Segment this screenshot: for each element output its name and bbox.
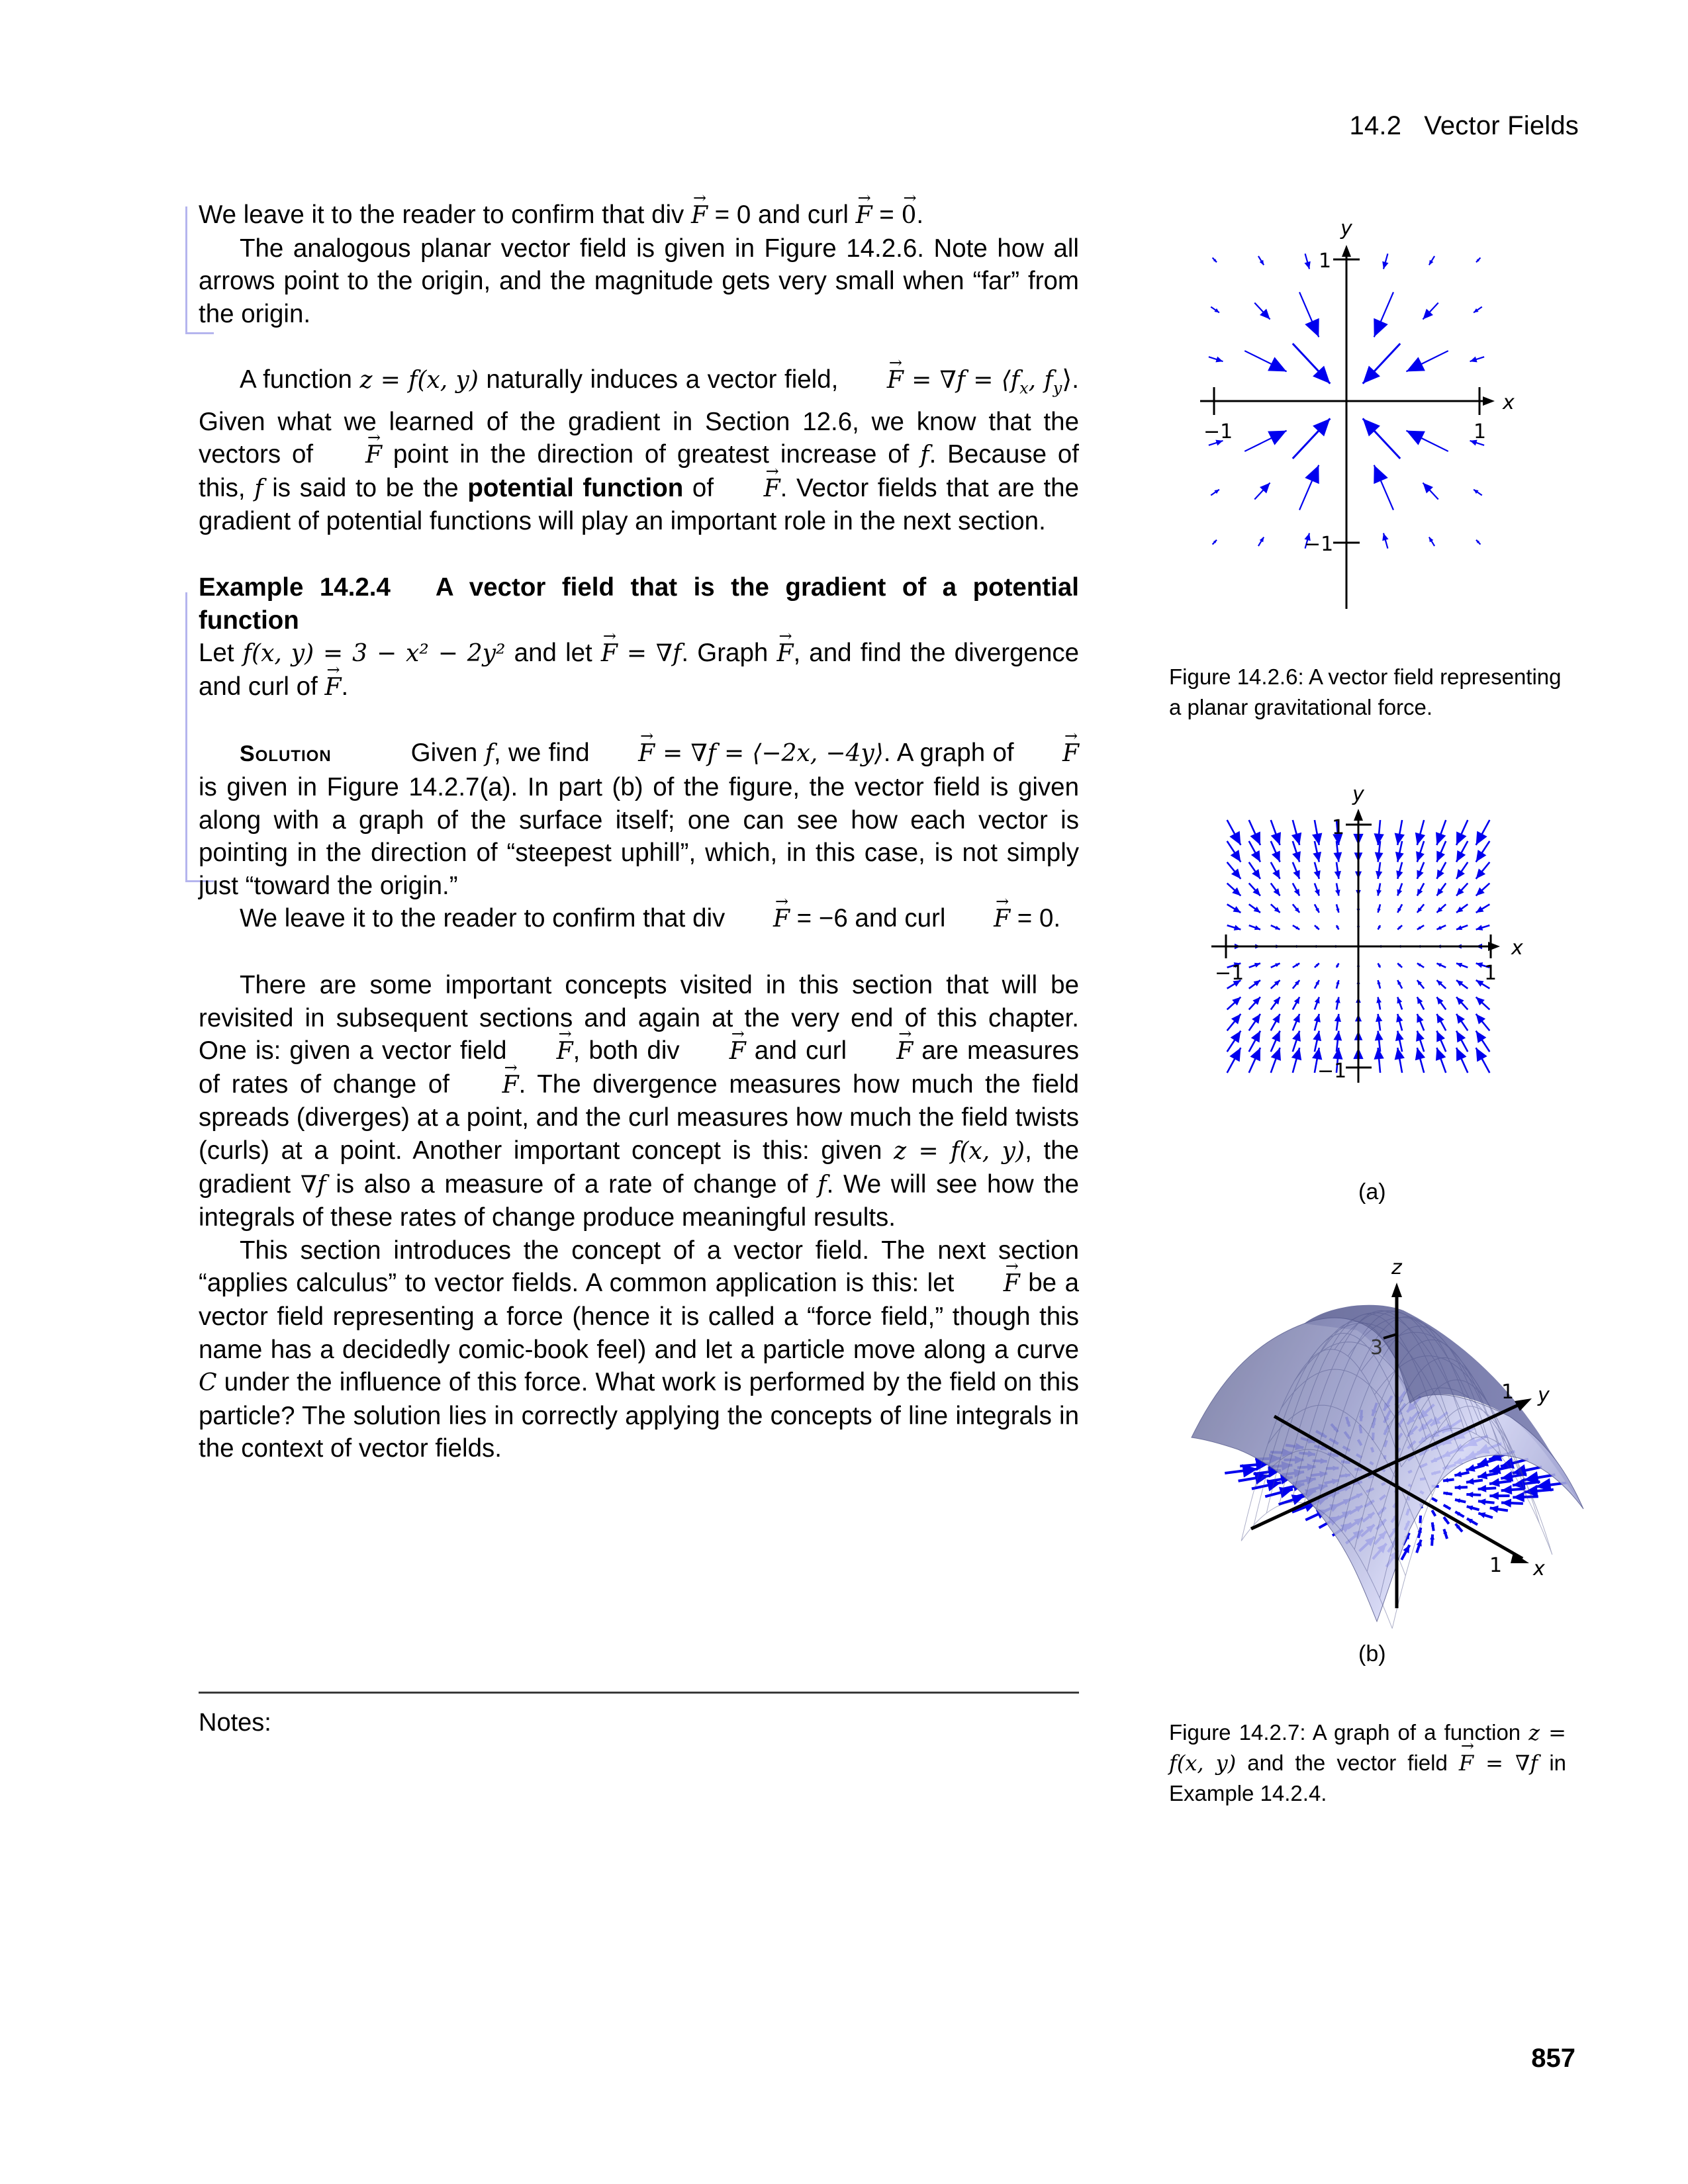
figure-14-2-7a-vector-field [1185, 781, 1595, 1191]
x-axis-label: x [1503, 391, 1515, 414]
field-arrow-head [1231, 1031, 1241, 1043]
field-arrow-head [1416, 1031, 1425, 1042]
paragraph-4: There are some important concepts visited in this section that will be revisited in subsequent sections and again at the very end of this chapter. One is: given a vector field → F, both div → F and curl → F are measures of rates of change of → F. The divergence measures how much the field spreads (diverges) at a point, and the curl measures how much the field twists (curls) at a point. Another important concept is this: given z = f(x, y), the gradient ∇f is also a measure of a rate of change of f. We will see how the integrals of these rates of change produce meaningful results. [199, 969, 1079, 1234]
field-arrow-head [1333, 1048, 1342, 1060]
figure-14-2-6-vector-field [1172, 212, 1595, 622]
vector-F: → F [691, 199, 708, 232]
vector-F: → F [688, 1035, 746, 1068]
vector-F: → F [953, 903, 1010, 936]
field-arrow-head [1476, 962, 1483, 968]
field-arrow-head [1456, 963, 1462, 968]
field-arrow-head [1416, 851, 1425, 862]
field-arrow-head [1455, 1485, 1461, 1490]
field-arrow-head [1476, 925, 1483, 930]
example-title: A vector field that is the gradient of a potential function [199, 573, 1079, 635]
field-arrow-head [1313, 1031, 1321, 1042]
x-tick-label-1: 1 [1474, 420, 1487, 443]
field-arrow-head [1456, 869, 1465, 879]
field-arrow-head [1466, 1492, 1473, 1498]
vector-F: → F [723, 473, 780, 506]
x-axis-label: x [1511, 936, 1523, 960]
x-tick-label-1: 1 [1484, 962, 1497, 985]
vector-F: → F [597, 737, 655, 770]
y-axis-label: y [1352, 783, 1364, 806]
figure-14-2-7a-label: (a) [1358, 1179, 1386, 1205]
paragraph-3: A function z = f(x, y) naturally induces a vector field, → $F = \nabla f = ⟨f_x$, $f_y⟩$. Given what we learned of the gradient in Section 12.6, we know that the vectors of → F point in the direction of greatest increase of f. Because of this, f is said to be the potential function of → F. Vector fields that are the gradient of potential functions will play an important role in the next section. [199, 363, 1079, 538]
running-head [1350, 111, 1579, 141]
field-arrow-head [1395, 833, 1405, 844]
field-arrow-head [1501, 1485, 1513, 1495]
solution-conclusion: We leave it to the reader to confirm that div → F = −6 and curl → F = 0. [199, 902, 1079, 936]
x-axis-label: x [1533, 1557, 1545, 1580]
field-arrow-head [1513, 1492, 1524, 1502]
paragraph-5: This section introduces the concept of a vector field. The next section “applies calculus” to vector fields. A common application is this: let → F be a vector field representing a force (hence it is called a “force field,” though this name has a decidedly comic-book feel) and let a particle move along a curve C under the influence of this force. What work is performed by the field on this particle? The solution lies in correctly applying the concepts of line integrals in the context of vector fields. [199, 1234, 1079, 1465]
figure-14-2-6-caption: Figure 14.2.6: A vector field representing a planar gravitational force. [1169, 664, 1562, 719]
paragraph-2: The analogous planar vector field is given in Figure 14.2.6. Note how all arrows point to the origin, and the magnitude gets very small when “far” from the origin. [199, 234, 1079, 328]
field-arrow-head [1252, 1014, 1260, 1024]
example-body: Let f(x, y) = 3 − x² − 2y² and let → F = ∇f. Graph → F, and find the divergence and curl of → F. [199, 637, 1079, 704]
field-arrow-head [1477, 1471, 1487, 1479]
field-arrow-head [1456, 925, 1462, 930]
field-arrow-head [1254, 963, 1260, 968]
field-arrow-head [1315, 997, 1320, 1004]
field-arrow-head [1215, 357, 1223, 363]
field-arrow-head [1477, 1457, 1489, 1467]
z-tick-label: 3 [1370, 1336, 1383, 1359]
field-arrow-head [1478, 1512, 1485, 1518]
field-arrow-head [1397, 889, 1402, 896]
vector-F: → F [461, 1069, 519, 1102]
z-axis-arrowhead-icon [1391, 1283, 1402, 1297]
main-text-column [199, 199, 1079, 1465]
y-axis-arrowhead-icon [1342, 245, 1351, 257]
field-arrow-head [1292, 851, 1301, 862]
field-arrow-head [1231, 850, 1241, 862]
field-arrow-head [1292, 1031, 1301, 1042]
vector-F: → F [1459, 1748, 1474, 1778]
x-axis-arrowhead-icon [1483, 396, 1495, 406]
field-arrow-head [1476, 850, 1487, 862]
field-arrow-head [1489, 1492, 1499, 1500]
y-tick-label-1: 1 [1319, 250, 1332, 273]
figure-14-2-7-caption: Figure 14.2.7: A graph of a function z = f(x, y) and the vector field → F = ∇f in Example 14.2.4. [1169, 1717, 1566, 1809]
notes-divider [199, 1692, 1079, 1694]
y-axis-label: y [1340, 217, 1352, 240]
vector-F: → F [732, 903, 790, 936]
field-arrow-head [1476, 1031, 1487, 1043]
figure-14-2-7b-label: (b) [1358, 1641, 1386, 1666]
y-axis-arrowhead-icon [1354, 809, 1363, 821]
y-axis-label: y [1538, 1384, 1550, 1407]
field-arrow-head [1430, 1535, 1434, 1540]
figure-14-2-7b-surface [1178, 1238, 1602, 1661]
y-tick-label-1: 1 [1332, 816, 1345, 839]
field-arrow-head [1470, 357, 1477, 363]
zero-vector: → 0 [902, 199, 917, 232]
y-tick-label-neg1: −1 [1304, 533, 1334, 556]
x-tick-label: 1 [1489, 1554, 1503, 1577]
field-arrow-head [1254, 925, 1260, 930]
example-label: Example 14.2.4 [199, 573, 391, 602]
field-arrow-head [1395, 852, 1404, 862]
vector-F: → F [324, 439, 382, 472]
section-number: 14.2 [1349, 111, 1402, 140]
section-title: Vector Fields [1424, 111, 1579, 140]
x-axis-3d-arrowhead-icon [1511, 1553, 1529, 1563]
paragraph-1: We leave it to the reader to confirm that div → F = 0 and curl → F = → 0. [199, 199, 1079, 232]
vector-F: → F [856, 199, 872, 232]
field-arrow-head [1397, 997, 1402, 1004]
field-arrow-head [1252, 869, 1260, 879]
field-arrow-head [1312, 833, 1322, 844]
notes-label: Notes: [199, 1709, 271, 1737]
vector-F: → F [601, 637, 618, 670]
vector-F: → F [855, 1035, 913, 1068]
x-tick-label-neg1: −1 [1203, 420, 1233, 443]
field-arrow-head [1374, 833, 1383, 845]
z-axis-label: z [1391, 1256, 1402, 1279]
field-arrow-head [1501, 1471, 1513, 1482]
field-arrow-head [1395, 1048, 1405, 1060]
y-tick-label-neg1: −1 [1317, 1060, 1347, 1083]
field-arrow-head [1315, 889, 1320, 896]
field-arrow-head [1234, 925, 1241, 930]
solution-label: Solution [240, 741, 332, 767]
field-arrow-head [1501, 1498, 1511, 1507]
vector-F: → F [962, 1267, 1020, 1300]
field-arrow-head [1374, 1048, 1383, 1060]
field-arrow-head [1478, 1485, 1487, 1492]
field-arrow-head [1395, 1031, 1404, 1042]
field-arrow-head [1456, 1014, 1465, 1024]
page-number: 857 [1531, 2044, 1575, 2073]
term-potential-function: potential function [467, 473, 684, 502]
solution-paragraph: Solution Given f, we find → F = ∇f = ⟨−2x, −4y⟩. A graph of → F is given in Figure 14.2.7(a). In part (b) of the figure, the vector field is given along with a graph of the surface itself; one can see how each vector is pointing in the direction of “steepest uphill”, which, in this case, is not simply just “toward the origin.” [199, 737, 1079, 902]
vector-F: → F [516, 1035, 573, 1068]
vector-F: → F [776, 637, 793, 670]
field-arrow-head [1312, 1048, 1322, 1060]
x-tick-label-neg1: −1 [1215, 962, 1244, 985]
vector-F: → F [1021, 737, 1079, 770]
field-arrow-head [1313, 852, 1321, 862]
field-arrow-head [1417, 1540, 1422, 1547]
example-heading [199, 571, 1079, 637]
vector-F: → F [324, 671, 341, 704]
y-tick-label: 1 [1501, 1381, 1515, 1404]
vector-F: → F [846, 364, 904, 397]
